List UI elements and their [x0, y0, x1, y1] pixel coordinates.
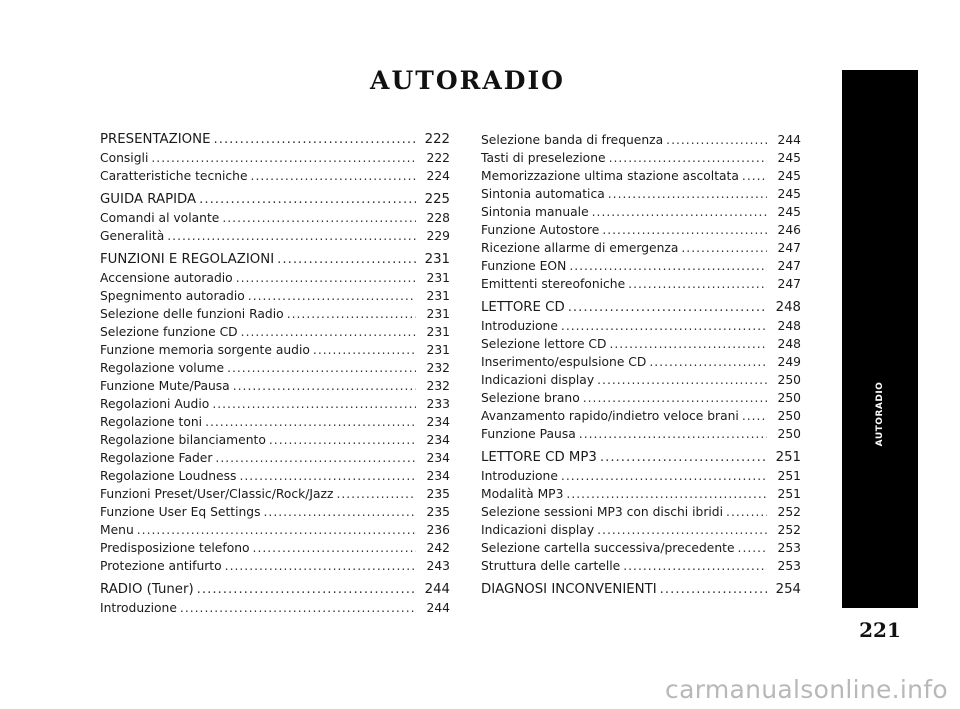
toc-entry-page: 222 — [424, 132, 450, 147]
toc-dot-leader — [253, 539, 416, 557]
toc-dot-leader — [248, 287, 416, 305]
toc-entry-label: Funzione Pausa — [481, 427, 576, 441]
toc-entry — [100, 341, 450, 359]
toc-entry — [481, 521, 801, 539]
toc-entry-label: Indicazioni display — [481, 523, 595, 537]
toc-dot-leader — [313, 341, 416, 359]
toc-entry-page: 231 — [426, 289, 450, 303]
toc-dot-leader — [561, 467, 767, 485]
toc-dot-leader — [287, 305, 416, 323]
toc-dot-leader — [742, 167, 767, 185]
toc-entry-page: 244 — [777, 133, 801, 147]
toc-entry-page: 231 — [424, 252, 450, 267]
toc-entry — [100, 467, 450, 485]
toc-dot-leader — [227, 359, 416, 377]
toc-entry-page: 245 — [777, 187, 801, 201]
toc-entry — [481, 371, 801, 389]
toc-entry-label: Emittenti stereofoniche — [481, 277, 626, 291]
toc-right-column — [481, 131, 801, 599]
toc-entry-label: Sintonia manuale — [481, 205, 589, 219]
toc-entry-page: 247 — [777, 277, 801, 291]
toc-entry-label: Inserimento/espulsione CD — [481, 355, 647, 369]
toc-entry-page: 234 — [426, 415, 450, 429]
toc-entry-page: 246 — [777, 223, 801, 237]
toc-section-heading — [100, 581, 450, 599]
toc-entry-page: 251 — [777, 469, 801, 483]
toc-entry — [100, 149, 450, 167]
toc-entry-page: 250 — [777, 427, 801, 441]
toc-entry-page: 228 — [426, 211, 450, 225]
toc-dot-leader — [742, 407, 767, 425]
toc-entry-label: PRESENTAZIONE — [100, 132, 211, 147]
toc-dot-leader — [277, 251, 416, 269]
toc-entry-label: Funzione Autostore — [481, 223, 600, 237]
toc-entry-page: 244 — [426, 601, 450, 615]
toc-entry-label: Spegnimento autoradio — [100, 289, 245, 303]
toc-entry-page: 250 — [777, 409, 801, 423]
toc-entry — [100, 395, 450, 413]
toc-dot-leader — [222, 209, 416, 227]
toc-entry-label: Funzione memoria sorgente audio — [100, 343, 310, 357]
toc-entry-label: Consigli — [100, 151, 149, 165]
toc-entry-page: 234 — [426, 451, 450, 465]
toc-entry-label: Modalità MP3 — [481, 487, 564, 501]
toc-entry-page: 232 — [426, 379, 450, 393]
toc-dot-leader — [336, 485, 416, 503]
toc-entry-label: LETTORE CD — [481, 300, 565, 315]
toc-entry — [481, 335, 801, 353]
toc-entry — [100, 503, 450, 521]
toc-dot-leader — [213, 131, 416, 149]
chapter-side-tab — [842, 70, 918, 608]
toc-entry-page: 224 — [426, 169, 450, 183]
toc-section-heading — [100, 251, 450, 269]
toc-entry-label: Introduzione — [481, 469, 558, 483]
toc-entry — [481, 407, 801, 425]
toc-entry-page: 234 — [426, 433, 450, 447]
toc-entry — [100, 377, 450, 395]
toc-entry-page: 251 — [775, 450, 801, 465]
toc-entry-label: Selezione lettore CD — [481, 337, 607, 351]
toc-entry-page: 243 — [426, 559, 450, 573]
toc-entry-label: Regolazioni Audio — [100, 397, 210, 411]
toc-dot-leader — [628, 275, 767, 293]
toc-entry — [100, 539, 450, 557]
toc-entry-label: Struttura delle cartelle — [481, 559, 621, 573]
toc-entry-page: 245 — [777, 151, 801, 165]
toc-dot-leader — [738, 539, 767, 557]
toc-entry-label: Regolazione volume — [100, 361, 225, 375]
toc-dot-leader — [609, 335, 767, 353]
toc-entry — [481, 353, 801, 371]
toc-entry-label: Ricezione allarme di emergenza — [481, 241, 679, 255]
toc-dot-leader — [569, 257, 767, 275]
toc-entry-page: 248 — [777, 337, 801, 351]
toc-entry — [481, 485, 801, 503]
toc-entry — [100, 557, 450, 575]
toc-entry-label: Selezione brano — [481, 391, 580, 405]
toc-entry-page: 253 — [777, 559, 801, 573]
toc-entry-label: Selezione sessioni MP3 con dischi ibridi — [481, 505, 724, 519]
toc-entry-page: 232 — [426, 361, 450, 375]
toc-entry-page: 235 — [426, 505, 450, 519]
toc-entry-page: 248 — [777, 319, 801, 333]
toc-dot-leader — [579, 425, 767, 443]
toc-dot-leader — [215, 449, 416, 467]
toc-dot-leader — [251, 167, 416, 185]
toc-dot-leader — [592, 203, 767, 221]
toc-entry-page: 229 — [426, 229, 450, 243]
toc-entry — [100, 287, 450, 305]
toc-entry-page: 231 — [426, 325, 450, 339]
toc-entry — [100, 521, 450, 539]
toc-entry-label: Comandi al volante — [100, 211, 220, 225]
toc-entry-label: Indicazioni display — [481, 373, 595, 387]
toc-entry — [100, 485, 450, 503]
toc-entry-page: 252 — [777, 505, 801, 519]
toc-entry — [481, 317, 801, 335]
toc-left-column — [100, 131, 450, 617]
toc-entry — [481, 389, 801, 407]
toc-dot-leader — [608, 185, 767, 203]
toc-entry-label: GUIDA RAPIDA — [100, 192, 197, 207]
toc-entry-page: 242 — [426, 541, 450, 555]
toc-dot-leader — [602, 221, 767, 239]
toc-entry-label: Selezione funzione CD — [100, 325, 238, 339]
toc-entry-label: Selezione banda di frequenza — [481, 133, 664, 147]
toc-dot-leader — [241, 323, 416, 341]
toc-entry-label: Menu — [100, 523, 134, 537]
toc-entry — [481, 503, 801, 521]
toc-entry-label: Funzione EON — [481, 259, 567, 273]
toc-entry-page: 234 — [426, 469, 450, 483]
toc-dot-leader — [566, 485, 767, 503]
toc-dot-leader — [199, 191, 416, 209]
toc-entry — [100, 599, 450, 617]
toc-entry — [100, 305, 450, 323]
toc-dot-leader — [167, 227, 416, 245]
toc-entry-page: 251 — [777, 487, 801, 501]
toc-dot-leader — [597, 521, 767, 539]
toc-entry — [481, 221, 801, 239]
toc-entry-label: Caratteristiche tecniche — [100, 169, 248, 183]
toc-entry — [481, 203, 801, 221]
toc-entry — [100, 431, 450, 449]
toc-dot-leader — [225, 557, 416, 575]
toc-section-heading — [481, 449, 801, 467]
toc-dot-leader — [583, 389, 767, 407]
toc-entry-label: FUNZIONI E REGOLAZIONI — [100, 252, 275, 267]
toc-dot-leader — [239, 467, 416, 485]
toc-section-heading — [100, 131, 450, 149]
toc-dot-leader — [600, 449, 767, 467]
toc-entry-label: Regolazione Loudness — [100, 469, 237, 483]
toc-entry-label: Accensione autoradio — [100, 271, 233, 285]
toc-entry-label: Introduzione — [481, 319, 558, 333]
toc-entry — [100, 413, 450, 431]
toc-entry-page: 252 — [777, 523, 801, 537]
toc-entry-label: Predisposizione telefono — [100, 541, 250, 555]
toc-entry-label: Tasti di preselezione — [481, 151, 606, 165]
toc-entry-page: 222 — [426, 151, 450, 165]
page-number: 221 — [859, 618, 901, 642]
page-title: AUTORADIO — [370, 66, 565, 95]
toc-entry-label: Funzione User Eq Settings — [100, 505, 261, 519]
toc-section-heading — [481, 581, 801, 599]
toc-entry — [481, 239, 801, 257]
toc-dot-leader — [151, 149, 416, 167]
toc-entry-label: Memorizzazione ultima stazione ascoltata — [481, 169, 739, 183]
toc-entry-page: 244 — [424, 582, 450, 597]
toc-entry — [481, 467, 801, 485]
toc-entry-page: 245 — [777, 205, 801, 219]
toc-entry — [100, 167, 450, 185]
toc-entry-label: Regolazione bilanciamento — [100, 433, 266, 447]
toc-dot-leader — [681, 239, 767, 257]
toc-entry-page: 249 — [777, 355, 801, 369]
toc-dot-leader — [205, 413, 416, 431]
toc-entry — [100, 209, 450, 227]
toc-entry-label: Funzioni Preset/User/Classic/Rock/Jazz — [100, 487, 334, 501]
toc-entry-label: Regolazione toni — [100, 415, 203, 429]
toc-entry-page: 231 — [426, 271, 450, 285]
toc-entry — [100, 269, 450, 287]
toc-dot-leader — [233, 377, 416, 395]
toc-entry-label: DIAGNOSI INCONVENIENTI — [481, 582, 657, 597]
toc-section-heading — [100, 191, 450, 209]
toc-entry — [481, 539, 801, 557]
toc-entry-page: 248 — [775, 300, 801, 315]
toc-entry-page: 235 — [426, 487, 450, 501]
toc-entry-page: 253 — [777, 541, 801, 555]
toc-dot-leader — [597, 371, 767, 389]
toc-entry-page: 254 — [775, 582, 801, 597]
watermark: carmanualsonline.info — [665, 675, 948, 704]
toc-entry-page: 236 — [426, 523, 450, 537]
toc-entry-label: Avanzamento rapido/indietro veloce brani — [481, 409, 739, 423]
toc-entry — [481, 185, 801, 203]
toc-dot-leader — [660, 581, 767, 599]
toc-entry-label: Protezione antifurto — [100, 559, 222, 573]
toc-dot-leader — [197, 581, 416, 599]
toc-entry-page: 250 — [777, 391, 801, 405]
toc-dot-leader — [561, 317, 767, 335]
toc-entry-label: Regolazione Fader — [100, 451, 213, 465]
toc-entry-page: 231 — [426, 343, 450, 357]
toc-entry-label: Selezione delle funzioni Radio — [100, 307, 284, 321]
toc-entry — [100, 359, 450, 377]
toc-dot-leader — [212, 395, 416, 413]
toc-entry-label: Generalità — [100, 229, 165, 243]
toc-entry-label: Funzione Mute/Pausa — [100, 379, 230, 393]
toc-entry-page: 245 — [777, 169, 801, 183]
toc-section-heading — [481, 299, 801, 317]
toc-entry — [481, 167, 801, 185]
toc-dot-leader — [726, 503, 767, 521]
toc-dot-leader — [180, 599, 416, 617]
toc-dot-leader — [269, 431, 416, 449]
toc-entry — [481, 425, 801, 443]
toc-entry-page: 233 — [426, 397, 450, 411]
side-tab-label: AUTORADIO — [875, 381, 885, 447]
toc-entry — [481, 131, 801, 149]
toc-entry-label: Sintonia automatica — [481, 187, 605, 201]
toc-entry-label: Introduzione — [100, 601, 177, 615]
toc-entry — [100, 449, 450, 467]
toc-dot-leader — [623, 557, 767, 575]
toc-dot-leader — [609, 149, 767, 167]
toc-entry — [481, 257, 801, 275]
toc-entry — [481, 149, 801, 167]
toc-entry — [481, 557, 801, 575]
toc-entry-page: 250 — [777, 373, 801, 387]
toc-entry-page: 247 — [777, 241, 801, 255]
toc-entry-page: 225 — [424, 192, 450, 207]
toc-dot-leader — [236, 269, 416, 287]
toc-dot-leader — [649, 353, 767, 371]
toc-entry-label: RADIO (Tuner) — [100, 582, 194, 597]
toc-entry-label: LETTORE CD MP3 — [481, 450, 597, 465]
toc-entry-page: 231 — [426, 307, 450, 321]
toc-entry — [100, 323, 450, 341]
toc-dot-leader — [264, 503, 416, 521]
toc-entry — [100, 227, 450, 245]
toc-dot-leader — [137, 521, 416, 539]
toc-dot-leader — [666, 131, 767, 149]
toc-entry-label: Selezione cartella successiva/precedente — [481, 541, 735, 555]
toc-entry — [481, 275, 801, 293]
toc-entry-page: 247 — [777, 259, 801, 273]
toc-dot-leader — [568, 299, 767, 317]
